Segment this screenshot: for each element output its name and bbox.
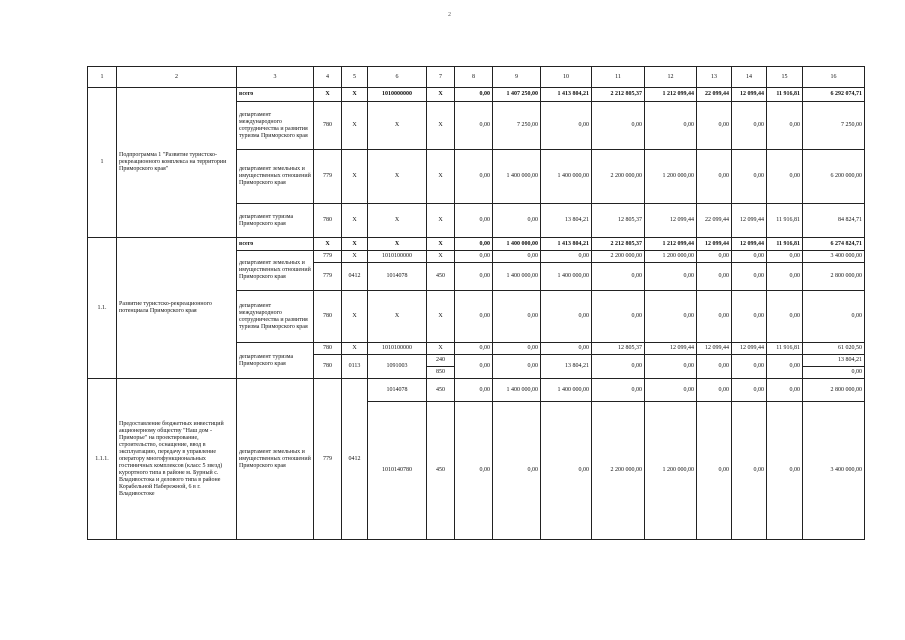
table-cell: 12 099,44 (732, 88, 767, 102)
table-cell: 0,00 (455, 355, 493, 379)
table-cell: X (427, 88, 455, 102)
table-cell: 0,00 (732, 150, 767, 204)
table-cell: 0,00 (493, 204, 541, 238)
table-cell: 0,00 (732, 263, 767, 291)
table-cell: 0,00 (455, 102, 493, 150)
table-cell: X (427, 102, 455, 150)
table-cell: 2 212 805,37 (592, 88, 645, 102)
department-name: департамент туризма Приморского края (237, 343, 314, 379)
table-cell: 0,00 (455, 291, 493, 343)
table-cell: 22 099,44 (697, 88, 732, 102)
column-header: 2 (117, 67, 237, 88)
table-cell: 0,00 (732, 102, 767, 150)
table-cell: 0,00 (803, 291, 865, 343)
table-cell: 2 200 000,00 (592, 402, 645, 540)
table-cell: 0,00 (697, 402, 732, 540)
table-cell: 0,00 (541, 102, 592, 150)
column-header: 5 (342, 67, 368, 88)
table-cell: 0,00 (493, 402, 541, 540)
table-cell: 2 800 000,00 (803, 263, 865, 291)
section-number: 1.1.1. (88, 379, 117, 540)
table-cell: X (314, 238, 342, 251)
department-name: департамент земельных и имущественных отношений Приморского края (237, 251, 314, 291)
table-cell: 1 212 099,44 (645, 88, 697, 102)
table-cell: 1010140780 (368, 402, 427, 540)
table-cell: 6 274 824,71 (803, 238, 865, 251)
table-cell: 12 099,44 (732, 204, 767, 238)
table-cell: X (342, 102, 368, 150)
table-cell: 0,00 (732, 251, 767, 263)
table-cell: 1014078 (368, 263, 427, 291)
table-cell: 3 400 000,00 (803, 402, 865, 540)
table-cell: 0,00 (697, 291, 732, 343)
table-cell: 12 099,44 (732, 343, 767, 355)
table-cell: 11 916,81 (767, 204, 803, 238)
column-header: 13 (697, 67, 732, 88)
table-cell: 2 212 805,37 (592, 238, 645, 251)
budget-table (87, 66, 865, 540)
section-number: 1.1. (88, 238, 117, 379)
table-cell: 0,00 (493, 355, 541, 379)
department-name: департамент земельных и имущественных отношений Приморского края (237, 150, 314, 204)
table-cell: 0,00 (541, 402, 592, 540)
table-cell: 0,00 (455, 343, 493, 355)
table-cell: 0,00 (645, 355, 697, 379)
department-name: департамент туризма Приморского края (237, 204, 314, 238)
table-cell: 0,00 (732, 355, 767, 379)
table-cell: 0,00 (455, 251, 493, 263)
column-header: 6 (368, 67, 427, 88)
table-cell: 0,00 (732, 379, 767, 402)
department-name: департамент земельных и имущественных отношений Приморского края (237, 379, 314, 540)
table-cell: 1 200 000,00 (645, 251, 697, 263)
table-cell: 0,00 (455, 238, 493, 251)
table-cell: 11 916,81 (767, 343, 803, 355)
table-cell: 1014078 (368, 379, 427, 402)
table-cell: 0412 (342, 263, 368, 291)
table-cell: 0,00 (697, 263, 732, 291)
column-header: 9 (493, 67, 541, 88)
table-cell: X (368, 291, 427, 343)
table-cell: 0,00 (767, 150, 803, 204)
table-cell: X (368, 204, 427, 238)
table-cell: 780 (314, 204, 342, 238)
table-cell: 0,00 (767, 291, 803, 343)
table-cell: 780 (314, 102, 342, 150)
table-cell: X (342, 238, 368, 251)
department-name: всего (237, 88, 314, 102)
table-cell: 7 250,00 (803, 102, 865, 150)
column-header: 15 (767, 67, 803, 88)
column-header: 10 (541, 67, 592, 88)
table-cell: 12 099,44 (697, 238, 732, 251)
table-cell: X (427, 150, 455, 204)
table-cell: 7 250,00 (493, 102, 541, 150)
column-header: 14 (732, 67, 767, 88)
table-cell: 0,00 (493, 343, 541, 355)
table-cell: X (342, 204, 368, 238)
table-cell: 0113 (342, 355, 368, 379)
table-cell: 1 400 000,00 (541, 379, 592, 402)
table-cell: 0,00 (592, 379, 645, 402)
table-cell: X (342, 343, 368, 355)
table-cell: 6 200 000,00 (803, 150, 865, 204)
table-cell: 779 (314, 251, 342, 263)
table-cell: 1 400 000,00 (541, 150, 592, 204)
table-cell: 0,00 (541, 343, 592, 355)
table-cell: 1 400 000,00 (541, 263, 592, 291)
table-cell: 12 099,44 (645, 204, 697, 238)
table-cell: 0412 (342, 379, 368, 540)
section-name: Развитие туристско-рекреационного потенциала Приморского края (117, 238, 237, 379)
table-cell: X (427, 343, 455, 355)
table-cell: 1 212 099,44 (645, 238, 697, 251)
table-cell: 240 (427, 355, 455, 367)
column-header: 7 (427, 67, 455, 88)
table-cell: 0,00 (697, 251, 732, 263)
table-cell: 0,00 (541, 291, 592, 343)
table-cell: 0,00 (541, 251, 592, 263)
table-cell: 84 824,71 (803, 204, 865, 238)
table-cell: 0,00 (697, 355, 732, 379)
table-cell: 0,00 (697, 102, 732, 150)
department-name: всего (237, 238, 314, 251)
table-cell: 1 413 804,21 (541, 238, 592, 251)
table-cell: 1 413 804,21 (541, 88, 592, 102)
table-cell: 0,00 (732, 402, 767, 540)
table-cell: X (342, 150, 368, 204)
table-cell: 1010000000 (368, 88, 427, 102)
table-cell: 22 099,44 (697, 204, 732, 238)
table-cell: 0,00 (767, 355, 803, 379)
table-cell: 779 (314, 150, 342, 204)
column-header: 1 (88, 67, 117, 88)
column-header: 12 (645, 67, 697, 88)
table-cell: 850 (427, 367, 455, 379)
table-cell: 0,00 (455, 263, 493, 291)
table-cell: 0,00 (455, 379, 493, 402)
table-cell: X (427, 251, 455, 263)
table-cell: 12 805,37 (592, 343, 645, 355)
table-cell: X (368, 150, 427, 204)
table-cell: 450 (427, 402, 455, 540)
table-row (88, 88, 865, 102)
table-cell: 0,00 (803, 367, 865, 379)
table-cell: 0,00 (455, 204, 493, 238)
table-cell: 780 (314, 355, 342, 379)
column-header: 3 (237, 67, 314, 88)
table-cell: 0,00 (697, 150, 732, 204)
table-cell: 2 800 000,00 (803, 379, 865, 402)
table-cell: 1 400 000,00 (493, 238, 541, 251)
section-name: Подпрограмма 1 "Развитие туристско-рекреационного комплекса на территории Приморского края" (117, 88, 237, 238)
table-cell: X (342, 291, 368, 343)
table-cell: 11 916,81 (767, 88, 803, 102)
table-cell: 0,00 (645, 102, 697, 150)
table-cell: 6 292 074,71 (803, 88, 865, 102)
table-cell: X (368, 102, 427, 150)
column-header: 16 (803, 67, 865, 88)
department-name: департамент международного сотрудничества и развития туризма Приморского края (237, 102, 314, 150)
table-cell: 1010100000 (368, 343, 427, 355)
table-cell: 12 099,44 (697, 343, 732, 355)
table-cell: 779 (314, 263, 342, 291)
table-cell: 0,00 (645, 379, 697, 402)
table-cell: 0,00 (455, 402, 493, 540)
table-row (88, 238, 865, 251)
table-cell: 12 099,44 (732, 238, 767, 251)
column-header: 8 (455, 67, 493, 88)
table-cell: 450 (427, 379, 455, 402)
table-cell: 0,00 (732, 291, 767, 343)
table-cell: 11 916,81 (767, 238, 803, 251)
table-cell: 0,00 (767, 251, 803, 263)
table-cell: 1 407 250,00 (493, 88, 541, 102)
table-cell: 0,00 (592, 291, 645, 343)
table-cell: 0,00 (592, 102, 645, 150)
table-cell: 1010100000 (368, 251, 427, 263)
table-cell: 0,00 (645, 263, 697, 291)
table-cell: 0,00 (455, 88, 493, 102)
table-cell: 0,00 (493, 251, 541, 263)
table-cell: 12 099,44 (645, 343, 697, 355)
column-header: 4 (314, 67, 342, 88)
table-cell: X (342, 88, 368, 102)
table-cell: X (427, 291, 455, 343)
table-cell: 2 200 000,00 (592, 150, 645, 204)
table-cell: 1091003 (368, 355, 427, 379)
table-cell: 2 200 000,00 (592, 251, 645, 263)
table-cell: 1 400 000,00 (493, 379, 541, 402)
table-cell: X (427, 204, 455, 238)
table-cell: 0,00 (767, 102, 803, 150)
table-cell: 0,00 (767, 402, 803, 540)
table-cell: 0,00 (767, 379, 803, 402)
table-cell: 3 400 000,00 (803, 251, 865, 263)
table-cell: 0,00 (455, 150, 493, 204)
header-row (88, 67, 865, 88)
table-cell: X (314, 88, 342, 102)
table-cell: 780 (314, 291, 342, 343)
table-cell: 61 020,50 (803, 343, 865, 355)
table-cell: 0,00 (592, 355, 645, 379)
table-cell: 450 (427, 263, 455, 291)
table-cell: X (427, 238, 455, 251)
section-name: Предоставление бюджетных инвестиций акционерному обществу "Наш дом - Приморье" на проектирование, строительство, оснащение, ввод в эксплуатацию, передачу в управление оператору многофункциональных гостиничных комплексов (класс 5 звезд) курортного типа в районе м. Бурный с. Владивостока и делового типа в районе Корабельной Набережной, 6 в г. Владивостоке (117, 379, 237, 540)
page-number: 2 (448, 12, 451, 18)
table-cell: 0,00 (645, 291, 697, 343)
table-cell: 0,00 (767, 263, 803, 291)
table-cell: 0,00 (697, 379, 732, 402)
column-header: 11 (592, 67, 645, 88)
table-cell: 779 (314, 379, 342, 540)
table-cell: 1 200 000,00 (645, 150, 697, 204)
table-cell: 13 804,21 (803, 355, 865, 367)
table-cell: 1 400 000,00 (493, 150, 541, 204)
table-cell: 13 804,21 (541, 204, 592, 238)
section-number: 1 (88, 88, 117, 238)
table-cell: 780 (314, 343, 342, 355)
table-cell: X (342, 251, 368, 263)
table-cell: 12 805,37 (592, 204, 645, 238)
table-cell: 13 804,21 (541, 355, 592, 379)
table-cell: 1 400 000,00 (493, 263, 541, 291)
table-cell: 0,00 (592, 263, 645, 291)
table-row (88, 379, 865, 402)
table-cell: X (368, 238, 427, 251)
table-cell: 0,00 (493, 291, 541, 343)
department-name: департамент международного сотрудничества и развития туризма Приморского края (237, 291, 314, 343)
table-cell: 1 200 000,00 (645, 402, 697, 540)
